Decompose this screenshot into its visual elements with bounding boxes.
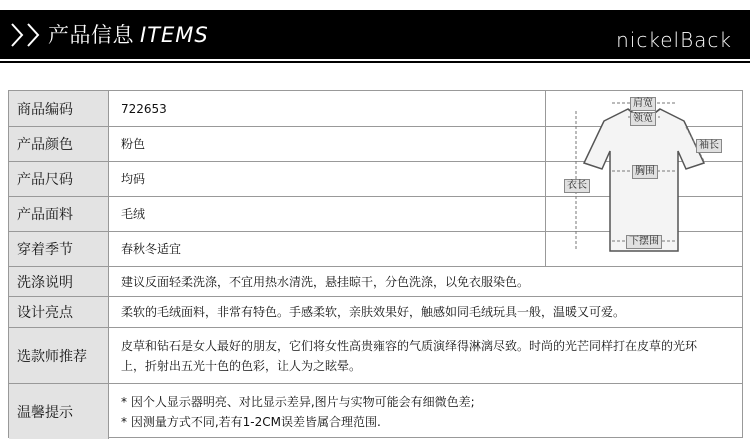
size-label-collar: 领宽 [630,112,656,126]
row-value: 均码 [109,162,546,196]
row-label: 产品颜色 [9,127,109,161]
row-label: 洗涤说明 [9,267,109,296]
row-value-line: * 因个人显示器明亮、对比显示差异,图片与实物可能会有细微色差; [121,394,475,409]
row-label: 穿着季节 [9,232,109,266]
row-label: 产品尺码 [9,162,109,196]
product-info-table [8,90,743,438]
size-label-length: 衣长 [564,179,590,193]
chevron-right-icon [26,22,40,48]
row-value: 722653 [109,91,546,126]
size-diagram [546,91,742,267]
section-title-en: ITEMS [140,23,209,47]
section-header [0,10,750,59]
row-label: 产品面料 [9,197,109,231]
section-title [48,22,209,48]
row-label: 设计亮点 [9,297,109,327]
row-label: 温馨提示 [9,384,109,439]
brand-logo: nickelBack [616,28,732,52]
row-label: 商品编码 [9,91,109,126]
table-row [9,384,742,439]
size-label-chest: 胸围 [632,165,658,179]
row-value-line: 皮草和钻石是女人最好的朋友，它们将女性高贵雍容的气质演绎得淋漓尽致。时尚的光芒同样打在皮草的光环 [121,338,698,353]
section-title-cn: 产品信息 [48,23,134,47]
row-value: 毛绒 [109,197,546,231]
size-label-sleeve: 袖长 [696,139,722,153]
row-value: 柔软的毛绒面料，非常有特色。手感柔软，亲肤效果好，触感如同毛绒玩具一般，温暖又可爱。 [121,305,626,319]
table-row [9,328,742,384]
row-value [109,384,742,439]
row-value-line: 上，折射出五光十色的色彩，让人为之眩晕。 [121,358,362,373]
chevron-right-icon [10,22,24,48]
header-divider [0,61,750,63]
size-label-hem: 下摆围 [626,235,662,249]
row-value: 建议反面轻柔洗涤，不宜用热水清洗，悬挂晾干，分色洗涤，以免衣服染色。 [121,274,530,289]
row-value: 粉色 [109,127,546,161]
row-value-line: * 因测量方式不同,若有1-2CM误差皆属合理范围. [121,414,381,429]
table-row [9,297,742,328]
row-label: 选款师推荐 [9,328,109,383]
table-row [9,267,742,297]
row-value: 春秋冬适宜 [109,232,546,266]
size-label-shoulder: 肩宽 [630,97,656,111]
row-value [109,328,742,383]
